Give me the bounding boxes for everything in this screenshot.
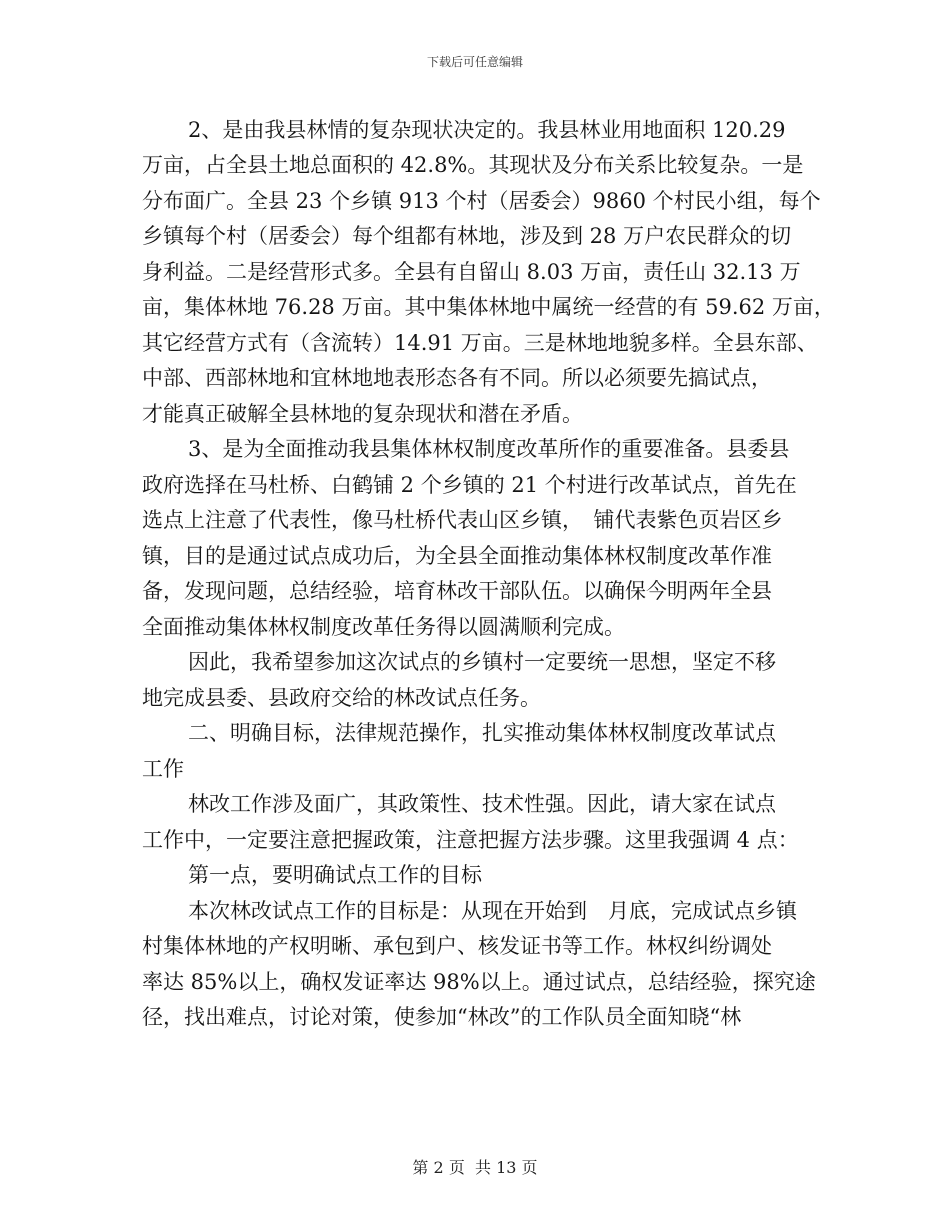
footer-prefix: 第 xyxy=(412,1158,429,1177)
footer-suffix: 页 xyxy=(521,1158,538,1177)
subsection-heading: 第一点，要明确试点工作的目标 xyxy=(188,863,482,887)
paragraph-line: 备，发现问题，总结经验，培育林改干部队伍。以确保今明两年全县 xyxy=(142,579,772,603)
footer-page-total: 13 xyxy=(496,1158,517,1177)
footer-page-current: 2 xyxy=(433,1158,444,1177)
paragraph-line: 万亩，占全县土地总面积的 42.8%。其现状及分布关系比较复杂。一是 xyxy=(142,153,804,177)
paragraph-line: 林改工作涉及面广，其政策性、技术性强。因此，请大家在试点 xyxy=(188,792,776,816)
paragraph-line: 3、是为全面推动我县集体林权制度改革所作的重要准备。县委县 xyxy=(188,437,790,461)
paragraph-line: 政府选择在马杜桥、白鹤铺 2 个乡镇的 21 个村进行改革试点，首先在 xyxy=(142,473,797,497)
paragraph-line: 径，找出难点，讨论对策，使参加“林改”的工作队员全面知晓“林 xyxy=(142,1005,742,1029)
paragraph-line: 全面推动集体林权制度改革任务得以圆满顺利完成。 xyxy=(142,615,625,639)
paragraph-line: 地完成县委、县政府交给的林改试点任务。 xyxy=(142,686,541,710)
paragraph-line: 2、是由我县林情的复杂现状决定的。我县林业用地面积 120.29 xyxy=(188,118,786,142)
paragraph-line: 本次林改试点工作的目标是：从现在开始到 月底，完成试点乡镇 xyxy=(188,899,797,923)
page-footer xyxy=(0,1155,950,1178)
footer-middle: 页 共 xyxy=(448,1158,491,1177)
paragraph-line: 身利益。二是经营形式多。全县有自留山 8.03 万亩，责任山 32.13 万 xyxy=(142,260,801,284)
header-note: 下载后可任意编辑 xyxy=(426,55,523,69)
paragraph-line: 才能真正破解全县林地的复杂现状和潜在矛盾。 xyxy=(142,402,583,426)
paragraph-line: 中部、西部林地和宜林地地表形态各有不同。所以必须要先搞试点， xyxy=(142,366,772,390)
paragraph-line: 亩，集体林地 76.28 万亩。其中集体林地中属统一经营的有 59.62 万亩， xyxy=(142,295,835,319)
paragraph-line: 镇，目的是通过试点成功后，为全县全面推动集体林权制度改革作准 xyxy=(142,544,772,568)
section-heading: 工作 xyxy=(142,757,184,781)
paragraph-line: 分布面广。全县 23 个乡镇 913 个村（居委会）9860 个村民小组，每个 xyxy=(142,189,821,213)
paragraph-line: 率达 85%以上，确权发证率达 98%以上。通过试点，总结经验，探究途 xyxy=(142,970,816,994)
paragraph-line: 村集体林地的产权明晰、承包到户、核发证书等工作。林权纠纷调处 xyxy=(142,934,772,958)
paragraph-line: 乡镇每个村（居委会）每个组都有林地，涉及到 28 万户农民群众的切 xyxy=(142,224,792,248)
paragraph-line: 工作中，一定要注意把握政策，注意把握方法步骤。这里我强调 4 点： xyxy=(142,828,799,852)
paragraph-line: 选点上注意了代表性，像马杜桥代表山区乡镇， 铺代表紫色页岩区乡 xyxy=(142,508,783,532)
paragraph-line: 因此，我希望参加这次试点的乡镇村一定要统一思想，坚定不移 xyxy=(188,650,776,674)
paragraph-line: 其它经营方式有（含流转）14.91 万亩。三是林地地貌多样。全县东部、 xyxy=(142,331,818,355)
section-heading: 二、明确目标，法律规范操作，扎实推动集体林权制度改革试点 xyxy=(188,721,776,745)
